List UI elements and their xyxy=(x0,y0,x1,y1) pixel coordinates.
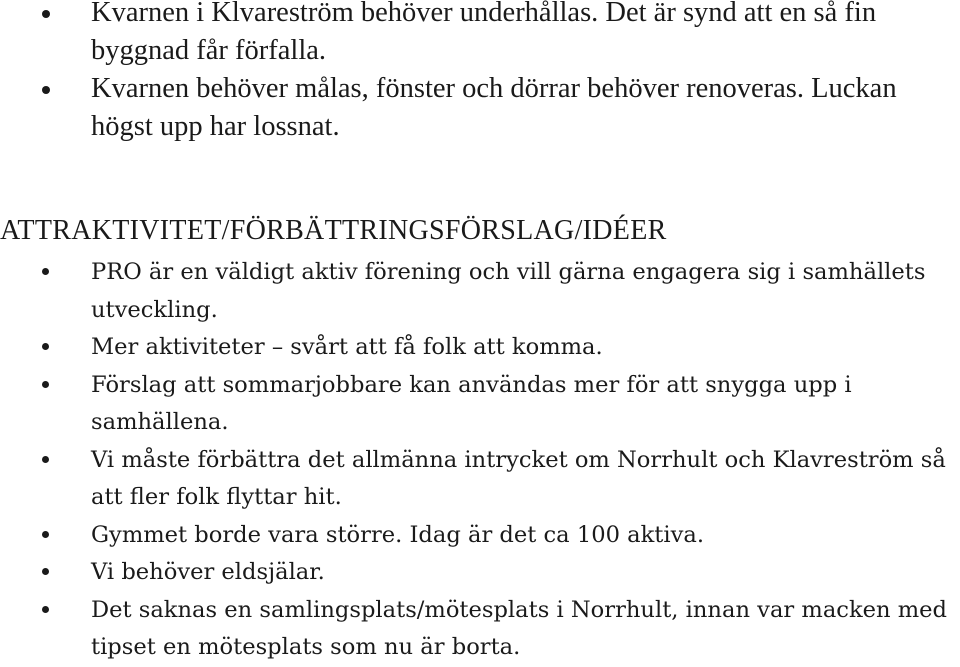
list-item xyxy=(0,70,960,146)
list-item xyxy=(0,329,960,367)
bullet-icon xyxy=(42,268,49,275)
list-item xyxy=(0,0,960,70)
list-item xyxy=(0,592,960,667)
section-heading: ATTRAKTIVITET/FÖRBÄTTRINGSFÖRSLAG/IDÉER xyxy=(0,215,667,246)
list-item-text: Vi behöver eldsjälar. xyxy=(91,559,325,585)
list-item-text: Kvarnen i Klvareström behöver underhållas. Det är synd att en så fin byggnad får förfalla. xyxy=(91,0,877,66)
list-item xyxy=(0,367,960,442)
list-item-text: PRO är en väldigt aktiv förening och vill gärna engagera sig i samhällets utveckling. xyxy=(91,259,926,323)
bullet-icon xyxy=(42,10,50,18)
list-item-text: Gymmet borde vara större. Idag är det ca 100 aktiva. xyxy=(91,521,705,548)
list-item-text: Vi måste förbättra det allmänna intrycket om Norrhult och Klavreström så att fler folk flyttar hit. xyxy=(91,446,946,510)
list-item-text: Förslag att sommarjobbare kan användas mer för att snygga upp i samhällena. xyxy=(91,371,852,435)
list-item-text: Det saknas en samlingsplats/mötesplats i Norrhult, innan var macken med tipset en mötesplats som nu är borta. xyxy=(91,596,947,660)
list-item-text: Mer aktiviteter – svårt att få folk att komma. xyxy=(91,334,603,360)
bullet-icon xyxy=(42,568,49,575)
list-item xyxy=(0,442,960,517)
list-item xyxy=(0,554,960,592)
section-bullet-list xyxy=(0,254,960,667)
bullet-icon xyxy=(42,86,50,94)
intro-bullet-list xyxy=(0,0,960,146)
bullet-icon xyxy=(42,531,49,538)
bullet-icon xyxy=(42,343,49,350)
list-item xyxy=(0,254,960,329)
list-item xyxy=(0,517,960,555)
bullet-icon xyxy=(42,456,49,463)
bullet-icon xyxy=(42,606,49,613)
list-item-text: Kvarnen behöver målas, fönster och dörrar behöver renoveras. Luckan högst upp har lossnat. xyxy=(91,73,897,142)
bullet-icon xyxy=(42,381,49,388)
